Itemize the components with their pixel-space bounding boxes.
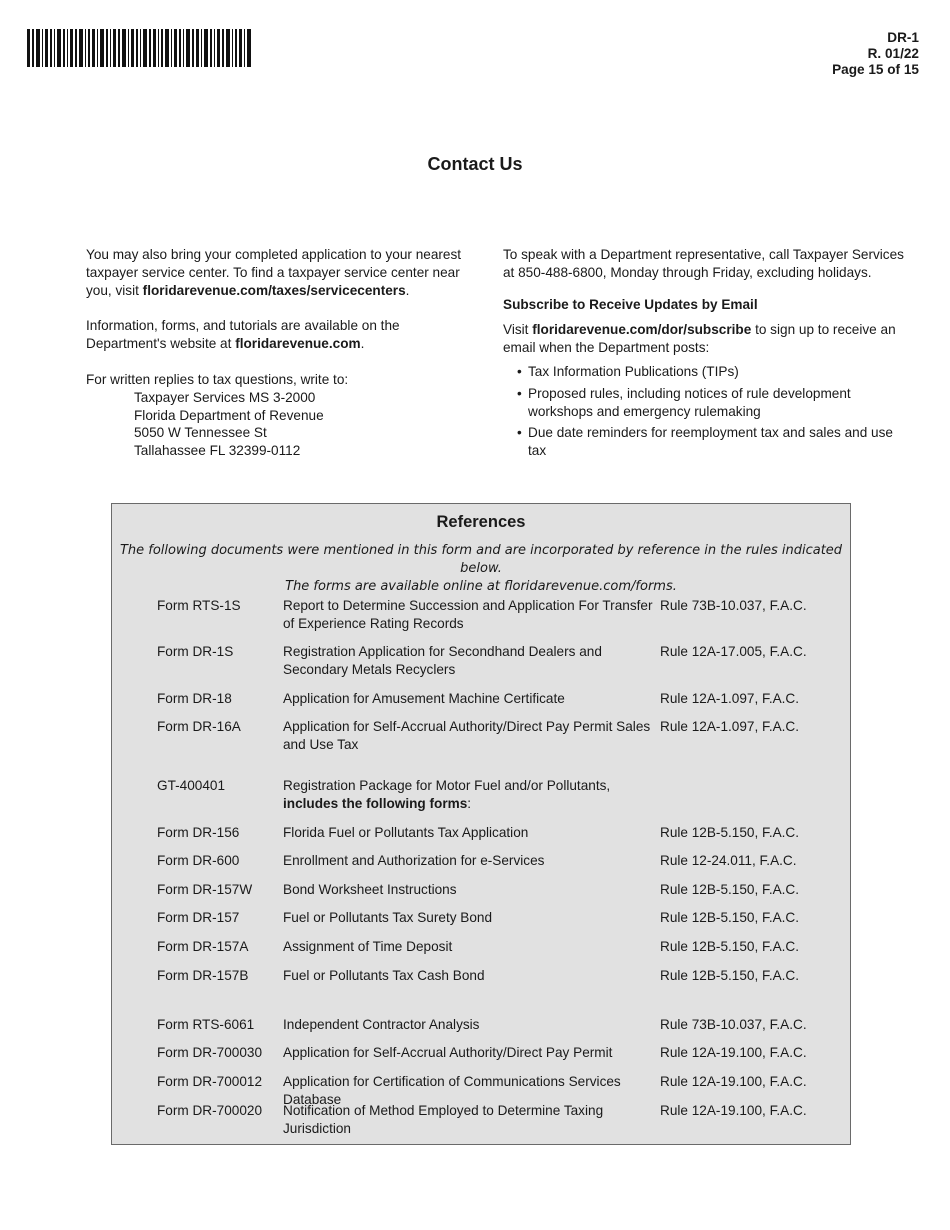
reference-rule: Rule 12A-19.100, F.A.C. bbox=[660, 1045, 807, 1060]
reference-form: Form DR-1S bbox=[157, 644, 234, 659]
reference-form: Form DR-600 bbox=[157, 853, 240, 868]
reference-description: Application for Self-Accrual Authority/Direct Pay Permit Sales and Use Tax bbox=[283, 719, 651, 752]
reference-form: Form DR-18 bbox=[157, 691, 232, 706]
list-item-text: Tax Information Publications (TIPs) bbox=[528, 363, 739, 379]
reference-description: Fuel or Pollutants Tax Surety Bond bbox=[283, 910, 493, 925]
reference-form: Form DR-157 bbox=[157, 910, 240, 925]
bullet-icon: • bbox=[517, 385, 522, 401]
list-item bbox=[503, 363, 913, 381]
list-item-text: Proposed rules, including notices of rule development workshops and emergency rulemaking bbox=[528, 385, 851, 419]
address-line: 5050 W Tennessee St bbox=[134, 425, 267, 441]
reference-description: Application for Amusement Machine Certificate bbox=[283, 691, 565, 706]
reference-form: Form DR-156 bbox=[157, 825, 240, 840]
reference-form: Form DR-157A bbox=[157, 939, 249, 954]
subscribe-list bbox=[503, 363, 913, 460]
reference-rule: Rule 12B-5.150, F.A.C. bbox=[660, 882, 800, 897]
phone-paragraph: To speak with a Department representative, call Taxpayer Services at 850-488-6800, Monday through Friday, excluding holidays. bbox=[503, 247, 904, 280]
reference-description: Registration Application for Secondhand Dealers and Secondary Metals Recyclers bbox=[283, 644, 602, 677]
reference-rule: Rule 73B-10.037, F.A.C. bbox=[660, 1017, 807, 1032]
info-text: Information, forms, and tutorials are available on the Department's website at bbox=[86, 318, 400, 352]
reference-description bbox=[283, 777, 655, 813]
reference-form: Form DR-700012 bbox=[157, 1074, 263, 1089]
list-item bbox=[503, 424, 913, 460]
address-line: Tallahassee FL 32399-0112 bbox=[134, 443, 301, 459]
reference-rule: Rule 12B-5.150, F.A.C. bbox=[660, 825, 800, 840]
reference-rule: Rule 12-24.011, F.A.C. bbox=[660, 853, 797, 868]
mailing-address bbox=[86, 389, 466, 460]
reference-form: Form RTS-6061 bbox=[157, 1017, 255, 1032]
reference-description: Report to Determine Succession and Application For Transfer of Experience Rating Records bbox=[283, 598, 653, 631]
reference-form: Form DR-16A bbox=[157, 719, 241, 734]
page-number: Page 15 of 15 bbox=[832, 62, 919, 77]
reference-form: Form RTS-1S bbox=[157, 598, 241, 613]
subscribe-rest: to sign up to receive an email when the Department posts: bbox=[503, 322, 896, 356]
page-title: Contact Us bbox=[427, 154, 523, 174]
reference-description: Application for Certification of Communications Services Database bbox=[283, 1074, 621, 1107]
reference-rule: Rule 12B-5.150, F.A.C. bbox=[660, 910, 800, 925]
reference-rule: Rule 12A-1.097, F.A.C. bbox=[660, 691, 800, 706]
bullet-icon: • bbox=[517, 363, 522, 379]
reference-form: Form DR-700030 bbox=[157, 1045, 263, 1060]
subscribe-heading bbox=[503, 296, 913, 314]
reference-description: Independent Contractor Analysis bbox=[283, 1017, 480, 1032]
info-paragraph bbox=[86, 317, 466, 353]
reference-form: Form DR-157B bbox=[157, 968, 249, 983]
reference-description: Fuel or Pollutants Tax Cash Bond bbox=[283, 968, 485, 983]
contact-left-column bbox=[86, 246, 466, 460]
reference-description: Enrollment and Authorization for e-Services bbox=[283, 853, 545, 868]
reference-description-bold: includes the following forms bbox=[283, 795, 468, 811]
reference-rule: Rule 12A-17.005, F.A.C. bbox=[660, 644, 807, 659]
reference-rule: Rule 73B-10.037, F.A.C. bbox=[660, 598, 807, 613]
info-end: . bbox=[360, 336, 365, 352]
service-center-text: You may also bring your completed application to your nearest taxpayer service center. To find a taxpayer service center near you, visit bbox=[86, 247, 462, 298]
reference-form: Form DR-157W bbox=[157, 882, 253, 897]
service-center-end: . bbox=[405, 282, 410, 298]
reference-description: Assignment of Time Deposit bbox=[283, 939, 453, 954]
reference-description: Bond Worksheet Instructions bbox=[283, 882, 457, 897]
list-item-text: Due date reminders for reemployment tax and sales and use tax bbox=[528, 425, 893, 459]
form-identifier bbox=[832, 30, 919, 78]
address-line: Florida Department of Revenue bbox=[134, 407, 324, 423]
list-item bbox=[503, 385, 913, 421]
barcode bbox=[27, 29, 251, 67]
address-line: Taxpayer Services MS 3-2000 bbox=[134, 389, 316, 405]
service-center-paragraph bbox=[86, 246, 466, 299]
reference-description-end: : bbox=[467, 795, 472, 811]
references-title: References bbox=[436, 513, 526, 531]
reference-rule: Rule 12A-1.097, F.A.C. bbox=[660, 719, 800, 734]
subscribe-visit: Visit bbox=[503, 322, 533, 338]
website-link[interactable]: floridarevenue.com bbox=[235, 336, 361, 352]
reference-description: Application for Self-Accrual Authority/Direct Pay Permit bbox=[283, 1045, 613, 1060]
subscribe-paragraph bbox=[503, 321, 913, 357]
reference-description: Notification of Method Employed to Determine Taxing Jurisdiction bbox=[283, 1103, 604, 1136]
reference-form: Form DR-700020 bbox=[157, 1103, 263, 1118]
reference-description: Florida Fuel or Pollutants Tax Application bbox=[283, 825, 529, 840]
contact-right-column bbox=[503, 246, 913, 464]
reference-rule: Rule 12B-5.150, F.A.C. bbox=[660, 939, 800, 954]
references-intro bbox=[112, 542, 850, 596]
reference-description-line: Registration Package for Motor Fuel and/or Pollutants, bbox=[283, 778, 611, 793]
references-box bbox=[111, 503, 851, 1145]
written-replies-intro: For written replies to tax questions, write to: bbox=[86, 371, 349, 387]
reference-description-line bbox=[283, 795, 655, 813]
reference-rule: Rule 12A-19.100, F.A.C. bbox=[660, 1074, 807, 1089]
form-code: DR-1 bbox=[887, 30, 919, 45]
reference-rule: Rule 12A-19.100, F.A.C. bbox=[660, 1103, 807, 1118]
subscribe-heading-text: Subscribe to Receive Updates by Email bbox=[503, 296, 758, 312]
subscribe-link[interactable]: floridarevenue.com/dor/subscribe bbox=[532, 322, 752, 338]
references-intro-line: The following documents were mentioned in this form and are incorporated by reference in the rules indicated below. bbox=[119, 543, 843, 576]
reference-rule: Rule 12B-5.150, F.A.C. bbox=[660, 968, 800, 983]
form-revision: R. 01/22 bbox=[867, 46, 919, 61]
reference-form: GT-400401 bbox=[157, 778, 226, 793]
service-center-link[interactable]: floridarevenue.com/taxes/servicecenters bbox=[142, 282, 406, 298]
bullet-icon: • bbox=[517, 425, 522, 441]
references-intro-line: The forms are available online at floridarevenue.com/forms. bbox=[285, 579, 677, 594]
